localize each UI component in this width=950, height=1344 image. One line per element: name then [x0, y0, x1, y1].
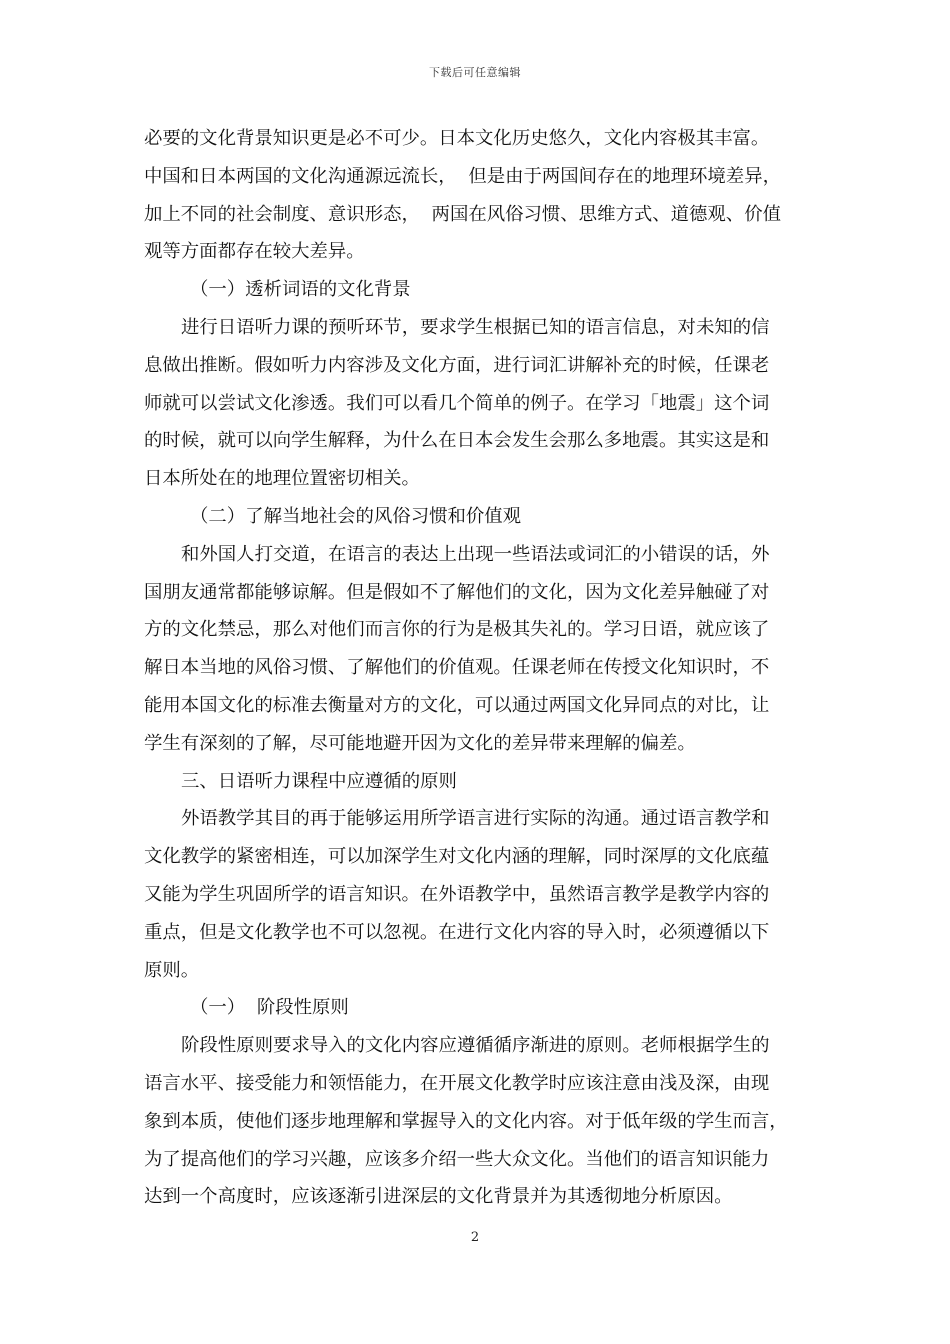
section-heading-line: （一）透析词语的文化背景 [190, 279, 411, 301]
text-line: 师就可以尝试文化渗透。我们可以看几个简单的例子。在学习「地震」这个词 [144, 392, 770, 414]
text-line: 为了提高他们的学习兴趣，应该多介绍一些大众文化。当他们的语言知识能力 [144, 1148, 770, 1170]
text-line: 又能为学生巩固所学的语言知识。在外语教学中，虽然语言教学是教学内容的 [144, 883, 770, 905]
text-line: 三、日语听力课程中应遵循的原则 [181, 770, 457, 792]
text-line: 能用本国文化的标准去衡量对方的文化，可以通过两国文化异同点的对比，让 [144, 694, 770, 716]
text-line: 重点，但是文化教学也不可以忽视。在进行文化内容的导入时，必须遵循以下 [144, 921, 770, 943]
text-line: 象到本质，使他们逐步地理解和掌握导入的文化内容。对于低年级的学生而言， [144, 1110, 788, 1132]
text-line: 文化教学的紧密相连，可以加深学生对文化内涵的理解，同时深厚的文化底蕴 [144, 846, 770, 868]
text-line: 加上不同的社会制度、意识形态， 两国在风俗习惯、思维方式、道德观、价值 [144, 203, 781, 225]
text-line: 达到一个高度时，应该逐渐引进深层的文化背景并为其透彻地分析原因。 [144, 1186, 733, 1208]
text-line: 进行日语听力课的预听环节，要求学生根据已知的语言信息，对未知的信 [181, 316, 770, 338]
text-line: 解日本当地的风俗习惯、了解他们的价值观。任课老师在传授文化知识时，不 [144, 657, 770, 679]
text-line: 观等方面都存在较大差异。 [144, 241, 365, 263]
page-header: 下载后可任意编辑 [429, 66, 521, 79]
text-line: 中国和日本两国的文化沟通源远流长， 但是由于两国间存在的地理环境差异， [144, 165, 781, 187]
text-line: 息做出推断。假如听力内容涉及文化方面，进行词汇讲解补充的时候，任课老 [144, 354, 770, 376]
text-line: 外语教学其目的再于能够运用所学语言进行实际的沟通。通过语言教学和 [181, 808, 770, 830]
text-line: 日本所处在的地理位置密切相关。 [144, 468, 420, 490]
text-line: 方的文化禁忌，那么对他们而言你的行为是极其失礼的。学习日语，就应该了 [144, 619, 770, 641]
text-line: 语言水平、接受能力和领悟能力，在开展文化教学时应该注意由浅及深，由现 [144, 1072, 770, 1094]
text-line: 原则。 [144, 959, 200, 981]
section-heading-line: （一） 阶段性原则 [190, 997, 349, 1019]
text-line: 必要的文化背景知识更是必不可少。日本文化历史悠久，文化内容极其丰富。 [144, 128, 770, 149]
text-line: 国朋友通常都能够谅解。但是假如不了解他们的文化，因为文化差异触碰了对 [144, 581, 770, 603]
text-line: 和外国人打交道，在语言的表达上出现一些语法或词汇的小错误的话，外 [181, 543, 770, 565]
text-line: 的时候，就可以向学生解释，为什么在日本会发生会那么多地震。其实这是和 [144, 430, 770, 452]
text-line: 阶段性原则要求导入的文化内容应遵循循序渐进的原则。老师根据学生的 [181, 1035, 770, 1057]
text-line: 学生有深刻的了解，尽可能地避开因为文化的差异带来理解的偏差。 [144, 732, 696, 754]
document-body [144, 120, 808, 1216]
section-heading-line: （二）了解当地社会的风俗习惯和价值观 [190, 505, 522, 527]
page-number: 2 [470, 1230, 480, 1245]
